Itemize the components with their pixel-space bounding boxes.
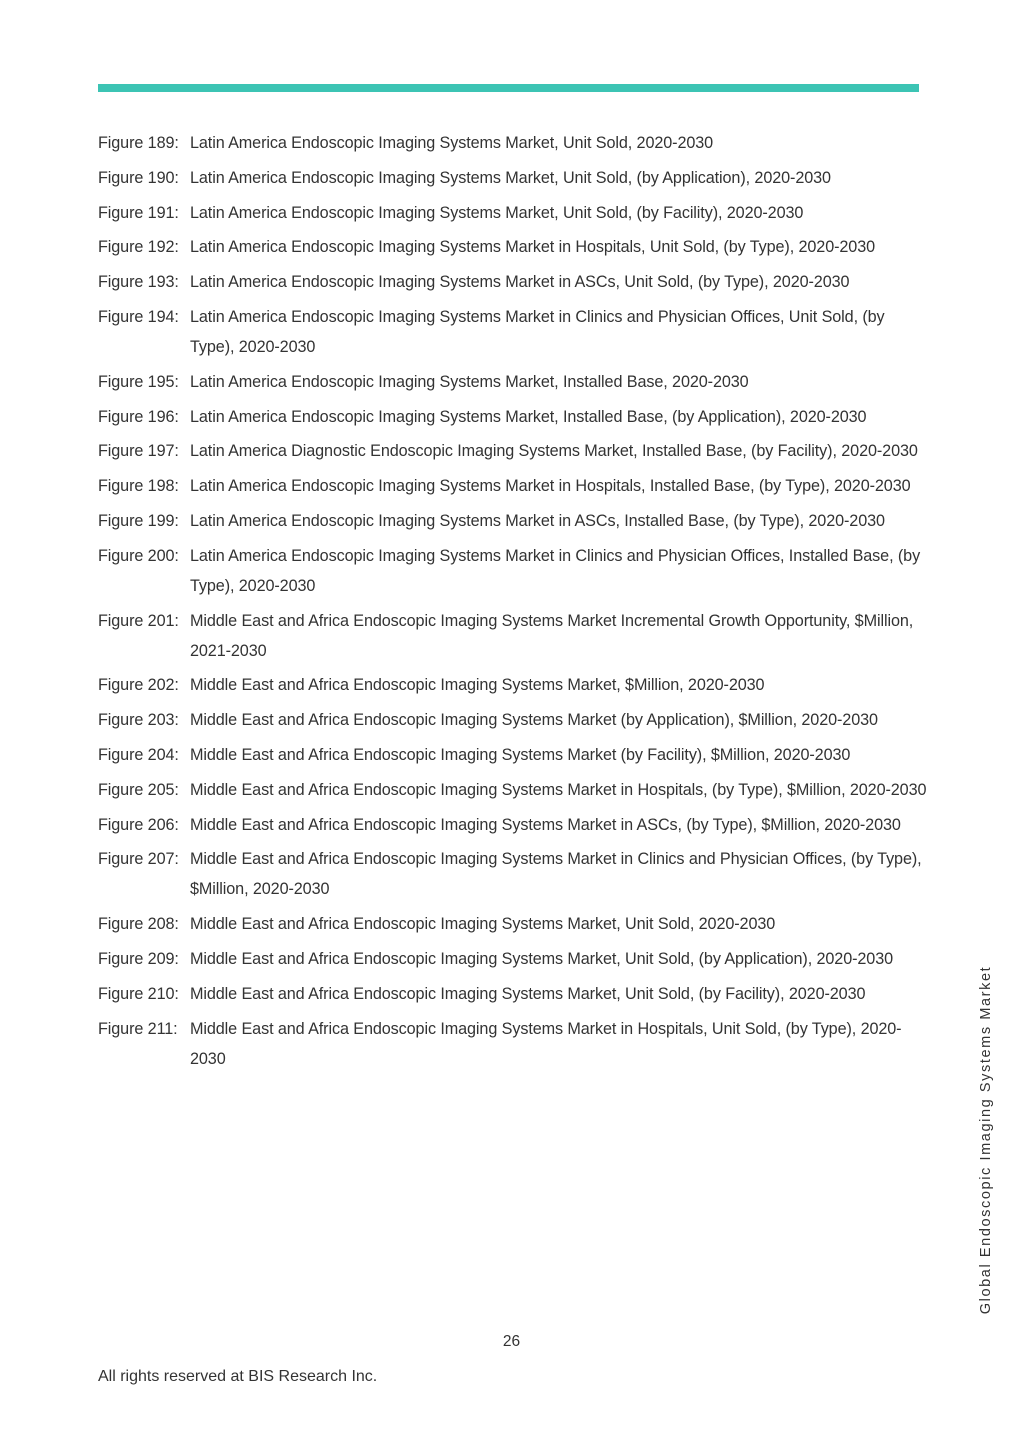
header-accent-bar (98, 84, 919, 92)
figure-title: Latin America Endoscopic Imaging Systems Market in ASCs, Unit Sold, (by Type), 2020-2030 (190, 273, 850, 292)
figure-number: Figure 191: (98, 203, 179, 222)
page-number: 26 (502, 1333, 521, 1350)
figure-title: Middle East and Africa Endoscopic Imaging Systems Market Incremental Growth Opportunity, $Million, 2021-2030 (190, 611, 914, 660)
figure-entry-207[interactable] (98, 844, 928, 904)
figure-title: Middle East and Africa Endoscopic Imaging Systems Market in Hospitals, Unit Sold, (by Type), 2020-2030 (190, 1019, 902, 1068)
figure-title: Middle East and Africa Endoscopic Imaging Systems Market, Unit Sold, (by Facility), 2020-2030 (190, 984, 866, 1003)
figure-entry-209[interactable] (98, 944, 928, 974)
figure-entry-208[interactable] (98, 909, 928, 939)
figure-entry-192[interactable] (98, 232, 928, 262)
figure-title: Latin America Endoscopic Imaging Systems Market, Unit Sold, 2020-2030 (190, 134, 714, 152)
figure-entry-206[interactable] (98, 810, 928, 840)
figure-title: Latin America Endoscopic Imaging Systems Market in Hospitals, Installed Base, (by Type), 2020-2030 (190, 477, 911, 496)
figure-entry-205[interactable] (98, 775, 928, 805)
figure-entry-191[interactable] (98, 198, 928, 228)
figure-entry-196[interactable] (98, 402, 928, 432)
figure-entry-197[interactable] (98, 436, 928, 466)
figure-number: Figure 207: (98, 850, 179, 869)
figure-number: Figure 190: (98, 168, 179, 187)
figure-number: Figure 211: (98, 1019, 178, 1038)
figure-number: Figure 206: (98, 815, 179, 834)
figure-entry-211[interactable] (98, 1014, 928, 1074)
figure-title: Latin America Endoscopic Imaging Systems Market in ASCs, Installed Base, (by Type), 2020-2030 (190, 511, 885, 530)
figure-title: Middle East and Africa Endoscopic Imaging Systems Market, Unit Sold, (by Application), 2020-2030 (190, 949, 894, 968)
figure-number: Figure 210: (98, 984, 179, 1003)
figure-number: Figure 208: (98, 915, 179, 934)
figure-entry-199[interactable] (98, 506, 928, 536)
figure-number: Figure 205: (98, 780, 179, 799)
figure-title: Middle East and Africa Endoscopic Imaging Systems Market in ASCs, (by Type), $Million, 2020-2030 (190, 815, 901, 834)
figure-number: Figure 203: (98, 711, 179, 730)
figure-title: Middle East and Africa Endoscopic Imaging Systems Market, Unit Sold, 2020-2030 (190, 915, 776, 934)
figure-number: Figure 192: (98, 238, 179, 257)
figure-entry-194[interactable] (98, 302, 928, 362)
figure-entry-195[interactable] (98, 367, 928, 397)
figure-title: Middle East and Africa Endoscopic Imaging Systems Market (by Facility), $Million, 2020-2030 (190, 745, 851, 764)
figure-title: Middle East and Africa Endoscopic Imaging Systems Market (by Application), $Million, 2020-2030 (190, 711, 878, 730)
figure-title: Latin America Endoscopic Imaging Systems Market in Hospitals, Unit Sold, (by Type), 2020-2030 (190, 238, 875, 257)
figure-number: Figure 200: (98, 546, 179, 565)
figure-entry-200[interactable] (98, 541, 928, 601)
figure-title: Latin America Endoscopic Imaging Systems Market in Clinics and Physician Offices, Unit Sold, (by Type), 2020-2030 (190, 307, 885, 356)
figure-number: Figure 209: (98, 949, 179, 968)
figure-number: Figure 193: (98, 273, 179, 292)
figure-number: Figure 201: (98, 611, 179, 630)
figure-number: Figure 194: (98, 307, 179, 326)
list-of-figures (98, 128, 928, 1078)
figure-number: Figure 198: (98, 477, 179, 496)
figure-entry-210[interactable] (98, 979, 928, 1009)
footer-copyright: All rights reserved at BIS Research Inc. (98, 1368, 378, 1385)
figure-title: Latin America Endoscopic Imaging Systems Market, Installed Base, (by Application), 2020-2030 (190, 407, 867, 426)
figure-title: Latin America Endoscopic Imaging Systems Market in Clinics and Physician Offices, Installed Base, (by Type), 2020-2030 (190, 546, 921, 595)
figure-title: Latin America Diagnostic Endoscopic Imaging Systems Market, Installed Base, (by Facility), 2020-2030 (190, 442, 918, 461)
figure-number: Figure 189: (98, 134, 179, 152)
figure-title: Latin America Endoscopic Imaging Systems Market, Unit Sold, (by Application), 2020-2030 (190, 168, 831, 187)
figure-title: Middle East and Africa Endoscopic Imaging Systems Market in Clinics and Physician Offices, (by Type), $Million, 2020-2030 (190, 850, 922, 899)
figure-title: Latin America Endoscopic Imaging Systems Market, Unit Sold, (by Facility), 2020-2030 (190, 203, 804, 222)
figure-number: Figure 196: (98, 407, 179, 426)
figure-number: Figure 202: (98, 676, 179, 695)
figure-number: Figure 204: (98, 745, 179, 764)
figure-number: Figure 197: (98, 442, 179, 461)
side-report-title: Global Endoscopic Imaging Systems Market (978, 965, 994, 1315)
figure-entry-201[interactable] (98, 606, 928, 666)
figure-title: Middle East and Africa Endoscopic Imaging Systems Market in Hospitals, (by Type), $Million, 2020-2030 (190, 780, 927, 799)
figure-title: Latin America Endoscopic Imaging Systems Market, Installed Base, 2020-2030 (190, 372, 749, 391)
figure-entry-193[interactable] (98, 267, 928, 297)
figure-entry-190[interactable] (98, 163, 928, 193)
figure-entry-189[interactable] (98, 128, 928, 158)
figure-number: Figure 199: (98, 511, 179, 530)
figure-entry-203[interactable] (98, 705, 928, 735)
figure-entry-204[interactable] (98, 740, 928, 770)
figure-entry-202[interactable] (98, 670, 928, 700)
figure-entry-198[interactable] (98, 471, 928, 501)
figure-title: Middle East and Africa Endoscopic Imaging Systems Market, $Million, 2020-2030 (190, 676, 765, 695)
figure-number: Figure 195: (98, 372, 179, 391)
